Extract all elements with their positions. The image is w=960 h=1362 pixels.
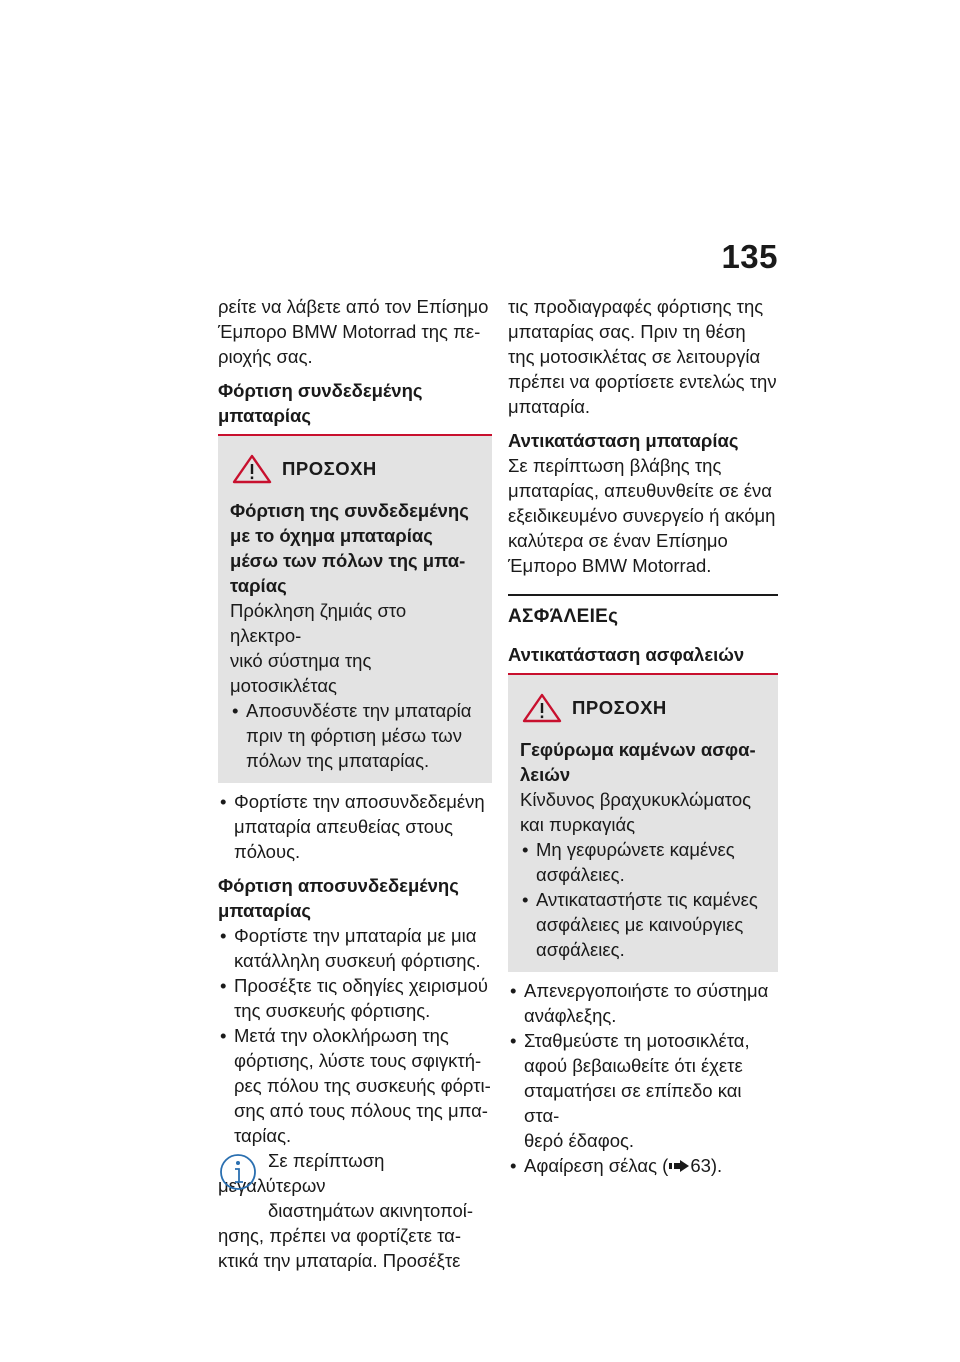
caution-label: ΠΡΟΣΟΧΗ <box>282 458 377 479</box>
chapter-divider <box>508 594 778 596</box>
list-item: • Σταθμεύστε τη μοτοσικλέτα, αφού βεβαιωθείτε ότι έχετε σταματήσει σε επίπεδο και στα- θερό έδαφος. <box>508 1028 778 1153</box>
page-reference[interactable]: 63 <box>690 1155 711 1176</box>
list-item: • Προσέξτε τις οδηγίες χειρισμού της συσκευής φόρτισης. <box>218 973 492 1023</box>
section-title-charge-connected: Φόρτιση συνδεδεμένης μπαταρίας <box>218 380 423 426</box>
list-item: • Φορτίστε την αποσυνδεδεμένη μπαταρία απευθείας στους πόλους. <box>218 789 492 864</box>
info-icon <box>218 1152 258 1192</box>
chapter-title-fuses: ΑΣΦΆΛΕΙΕς <box>508 606 619 627</box>
caution-label: ΠΡΟΣΟΧΗ <box>572 697 667 718</box>
battery-replacement-text: Σε περίπτωση βλάβης της μπαταρίας, απευθυνθείτε σε ένα εξειδικευμένο συνεργείο ή ακόμη καλύτερα σε έναν Επίσημο Έμπορο BMW Motorrad. <box>508 455 776 576</box>
continued-text: τις προδιαγραφές φόρτισης της μπαταρίας σας. Πριν τη θέση της μοτοσικλέτας σε λειτουργία πρέπει να φορτίσετε εντελώς την μπαταρία. <box>508 296 777 417</box>
caution-text: Κίνδυνος βραχυκυκλώματος και πυρκαγιάς <box>520 789 752 835</box>
list-item: • Φορτίστε την μπαταρία με μια κατάλληλη συσκευή φόρτισης. <box>218 923 492 973</box>
arrow-reference-icon <box>668 1159 690 1173</box>
caution-box-1 <box>218 436 492 783</box>
warning-triangle-icon <box>232 454 272 484</box>
caution-title: Γεφύρωμα καμένων ασφα- λειών <box>520 739 756 785</box>
section-title-battery-replacement: Αντικατάσταση μπαταρίας <box>508 430 739 451</box>
caution-bullet: • Μη γεφυρώνετε καμένες ασφάλειες. <box>520 837 766 887</box>
info-note: Σε περίπτωση μεγαλύτερων διαστημάτων ακινητοποί- ησης, πρέπει να φορτίζετε τα- κτικά την μπαταρία. Προσέξτε <box>218 1150 474 1271</box>
list-item: • Μετά την ολοκλήρωση της φόρτισης, λύστε τους σφιγκτή- ρες πόλου της συσκευής φόρτι- σης από τους πόλους της μπα- ταρίας. <box>218 1023 492 1148</box>
caution-bullet: • Αποσυνδέστε την μπαταρία πριν τη φόρτιση μέσω των πόλων της μπαταρίας. <box>230 698 480 773</box>
intro-text: ρείτε να λάβετε από τον Επίσημο Έμπορο BMW Motorrad της πε- ριοχής σας. <box>218 296 489 367</box>
right-column <box>508 294 778 1178</box>
section-title-fuse-replacement: Αντικατάσταση ασφαλειών <box>508 644 745 665</box>
warning-triangle-icon <box>522 693 562 723</box>
list-item: • Απενεργοποιήστε το σύστημα ανάφλεξης. <box>508 978 778 1028</box>
left-column <box>218 294 492 1273</box>
page-number: 135 <box>721 238 778 275</box>
caution-title: Φόρτιση της συνδεδεμένης με το όχημα μπαταρίας μέσω των πόλων της μπα- ταρίας <box>230 500 469 596</box>
section-title-charge-disconnected: Φόρτιση αποσυνδεδεμένης μπαταρίας <box>218 875 459 921</box>
caution-bullet: • Αντικαταστήστε τις καμένες ασφάλειες με καινούργιες ασφάλειες. <box>520 887 766 962</box>
list-item: • Αφαίρεση σέλας ( 63). <box>508 1153 778 1178</box>
caution-box-2 <box>508 675 778 972</box>
caution-text: Πρόκληση ζημιάς στο ηλεκτρο- νικό σύστημα της μοτοσικλέτας <box>230 600 407 696</box>
